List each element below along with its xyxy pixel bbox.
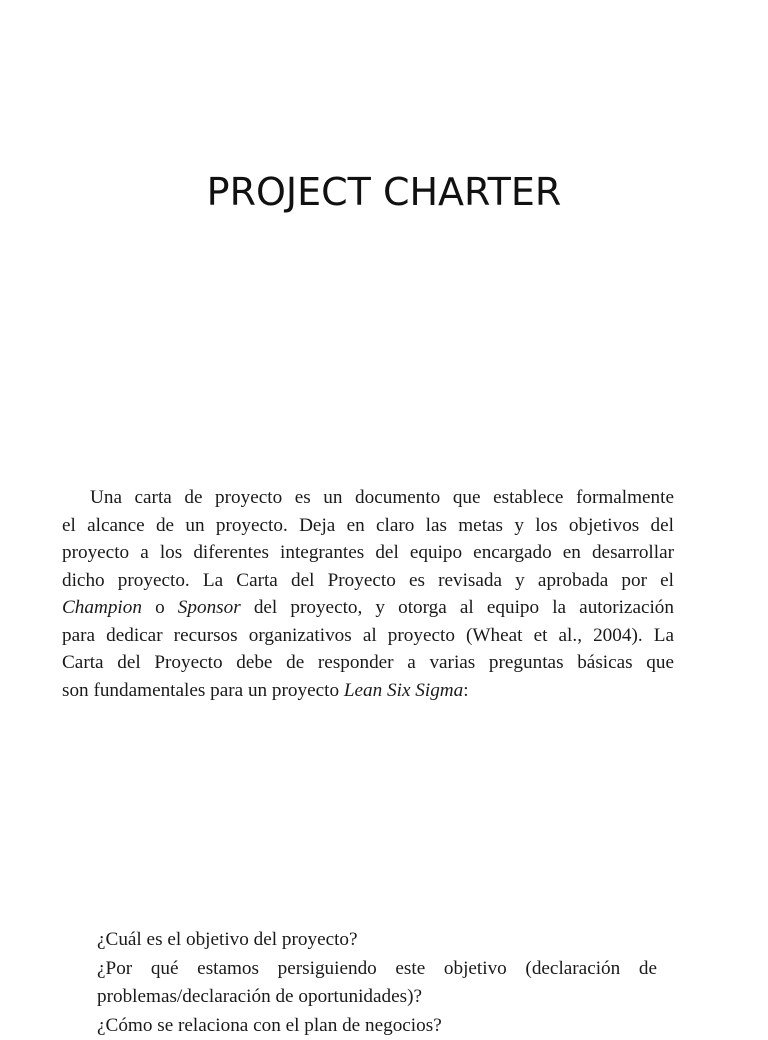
champion-term: Champion (62, 597, 142, 618)
question-text: problemas/declaración de oportunidades)? (97, 983, 657, 1012)
paragraph-line (62, 594, 674, 622)
paragraph-line: Una carta de proyecto es un documento que establece formalmente (62, 484, 674, 512)
question-item (97, 955, 657, 1012)
paragraph-text: son fundamentales para un proyecto (62, 680, 344, 701)
question-text: ¿Por qué estamos persiguiendo este objetivo (declaración de (97, 955, 657, 984)
paragraph-text: del proyecto, y otorga al equipo la autorización (241, 597, 674, 618)
paragraph-line: Carta del Proyecto debe de responder a varias preguntas básicas que (62, 649, 674, 677)
paragraph-line: dicho proyecto. La Carta del Proyecto es revisada y aprobada por el (62, 567, 674, 595)
paragraph-line: el alcance de un proyecto. Deja en claro las metas y los objetivos del (62, 512, 674, 540)
paragraph-text: : (463, 680, 468, 701)
question-list (97, 926, 657, 1040)
intro-paragraph (62, 484, 674, 704)
question-item (97, 926, 657, 955)
lean-six-sigma-term: Lean Six Sigma (344, 680, 463, 701)
paragraph-line (62, 677, 674, 705)
question-text: ¿Cuál es el objetivo del proyecto? (97, 926, 657, 955)
question-text: ¿Cómo se relaciona con el plan de negocios? (97, 1012, 657, 1040)
page-title: PROJECT CHARTER (0, 166, 768, 218)
paragraph-line: proyecto a los diferentes integrantes del equipo encargado en desarrollar (62, 539, 674, 567)
sponsor-term: Sponsor (178, 597, 241, 618)
paragraph-text: o (142, 597, 178, 618)
paragraph-line: para dedicar recursos organizativos al proyecto (Wheat et al., 2004). La (62, 622, 674, 650)
question-item (97, 1012, 657, 1040)
